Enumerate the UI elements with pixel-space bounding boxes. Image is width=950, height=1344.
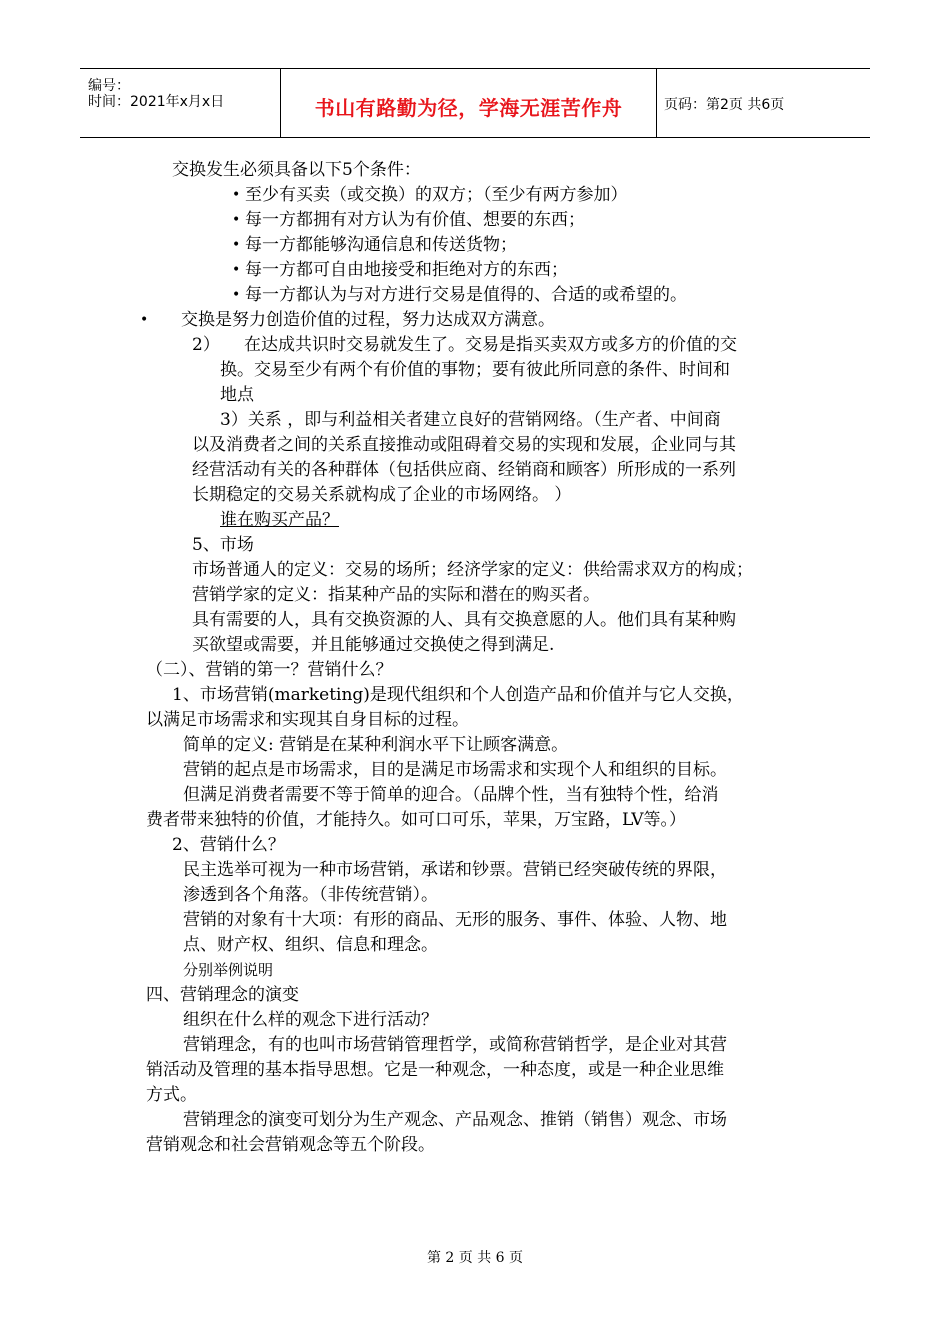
header-right-cell: [656, 69, 870, 137]
paragraph-line: 经营活动有关的各种群体（包括供应商、经销商和顾客）所形成的一系列: [192, 460, 736, 480]
paragraph-line: 营销观念和社会营销观念等五个阶段。: [146, 1135, 435, 1155]
paragraph-line: 但满足消费者需要不等于简单的迎合。（品牌个性，当有独特个性，给消: [183, 785, 719, 805]
paragraph-line: 3）关系 ，即与利益相关者建立良好的营销网络。（生产者、中间商: [220, 410, 721, 430]
paragraph-line: 方式。: [146, 1085, 197, 1105]
header-left-cell: [80, 69, 279, 137]
header-motto-cell: [280, 69, 657, 137]
paragraph-line: 地点: [220, 385, 254, 405]
bullet-item: 每一方都可自由地接受和拒绝对方的东西；: [245, 260, 568, 280]
underlined-question: 谁在购买产品？: [220, 510, 339, 530]
section-heading: 四、营销理念的演变: [146, 985, 299, 1005]
header-page-label: 页码：第2页 共6页: [664, 97, 785, 113]
bullet-dot: •: [232, 212, 241, 228]
section-heading: 2、营销什么？: [172, 835, 285, 855]
bullet-dot: •: [232, 187, 241, 203]
date-label: 时间：2021年x月x日: [88, 94, 225, 110]
bullet-item: 每一方都拥有对方认为有价值、想要的东西；: [245, 210, 585, 230]
number-label: 编号：: [88, 78, 130, 94]
motto: 书山有路勤为径，学海无涯苦作舟: [314, 96, 623, 120]
paragraph-line: 交换是努力创造价值的过程，努力达成双方满意。: [181, 310, 555, 330]
paragraph-line: 市场普通人的定义：交易的场所；经济学家的定义：供给需求双方的构成；: [192, 560, 753, 580]
paragraph-line: 销活动及管理的基本指导思想。它是一种观念，一种态度，或是一种企业思维: [146, 1060, 724, 1080]
paragraph-line: 长期稳定的交易关系就构成了企业的市场网络。 ）: [192, 485, 572, 505]
paragraph-line: 营销理念，有的也叫市场营销管理哲学，或简称营销哲学，是企业对其营: [183, 1035, 727, 1055]
paragraph-line: 以满足市场需求和实现其自身目标的过程。: [146, 710, 469, 730]
paragraph-line: 1、市场营销(marketing)是现代组织和个人创造产品和价值并与它人交换，: [172, 685, 744, 705]
section-heading: 5、市场: [192, 535, 254, 555]
paragraph-line: 分别举例说明: [183, 961, 274, 979]
bullet-dot: •: [232, 287, 241, 303]
paragraph-line: 换。交易至少有两个有价值的事物；要有彼此所同意的条件、时间和: [220, 360, 730, 380]
list-number: 2）: [192, 335, 220, 355]
paragraph-line: 买欲望或需要，并且能够通过交换使之得到满足.: [192, 635, 555, 655]
page-footer: 第 2 页 共 6 页: [426, 1250, 524, 1266]
bullet-dot: •: [232, 262, 241, 278]
paragraph-line: 组织在什么样的观念下进行活动？: [183, 1010, 438, 1030]
bullet-dot: •: [140, 312, 149, 328]
paragraph-line: 费者带来独特的价值，才能持久。如可口可乐，苹果，万宝路，LV等。）: [146, 810, 687, 830]
paragraph-line: 营销理念的演变可划分为生产观念、产品观念、推销（销售）观念、市场: [183, 1110, 727, 1130]
paragraph-line: 营销的起点是市场需求，目的是满足市场需求和实现个人和组织的目标。: [183, 760, 727, 780]
paragraph-line: 民主选举可视为一种市场营销，承诺和钞票。营销已经突破传统的界限，: [183, 860, 727, 880]
paragraph-line: 点、财产权、组织、信息和理念。: [183, 935, 438, 955]
paragraph-line: 营销的对象有十大项：有形的商品、无形的服务、事件、体验、人物、地: [183, 910, 727, 930]
paragraph-line: 在达成共识时交易就发生了。交易是指买卖双方或多方的价值的交: [244, 335, 737, 355]
bullet-dot: •: [232, 237, 241, 253]
paragraph-line: 以及消费者之间的关系直接推动或阻碍着交易的实现和发展，企业同与其: [192, 435, 736, 455]
section-heading: （二）、营销的第一？营销什么？: [146, 660, 393, 680]
bullet-item: 每一方都能够沟通信息和传送货物；: [245, 235, 517, 255]
bullet-item: 每一方都认为与对方进行交易是值得的、合适的或希望的。: [245, 285, 687, 305]
paragraph-line: 简单的定义: 营销是在某种利润水平下让顾客满意。: [183, 735, 569, 755]
header-table: [80, 68, 870, 138]
paragraph-line: 营销学家的定义：指某种产品的实际和潜在的购买者。: [192, 585, 600, 605]
bullet-item: 至少有买卖（或交换）的双方；（至少有两方参加）: [245, 185, 628, 205]
paragraph-line: 具有需要的人，具有交换资源的人、具有交换意愿的人。他们具有某种购: [192, 610, 736, 630]
paragraph-line: 渗透到各个角落。（非传统营销）。: [183, 885, 438, 905]
paragraph-line: 交换发生必须具备以下5个条件：: [172, 160, 421, 180]
